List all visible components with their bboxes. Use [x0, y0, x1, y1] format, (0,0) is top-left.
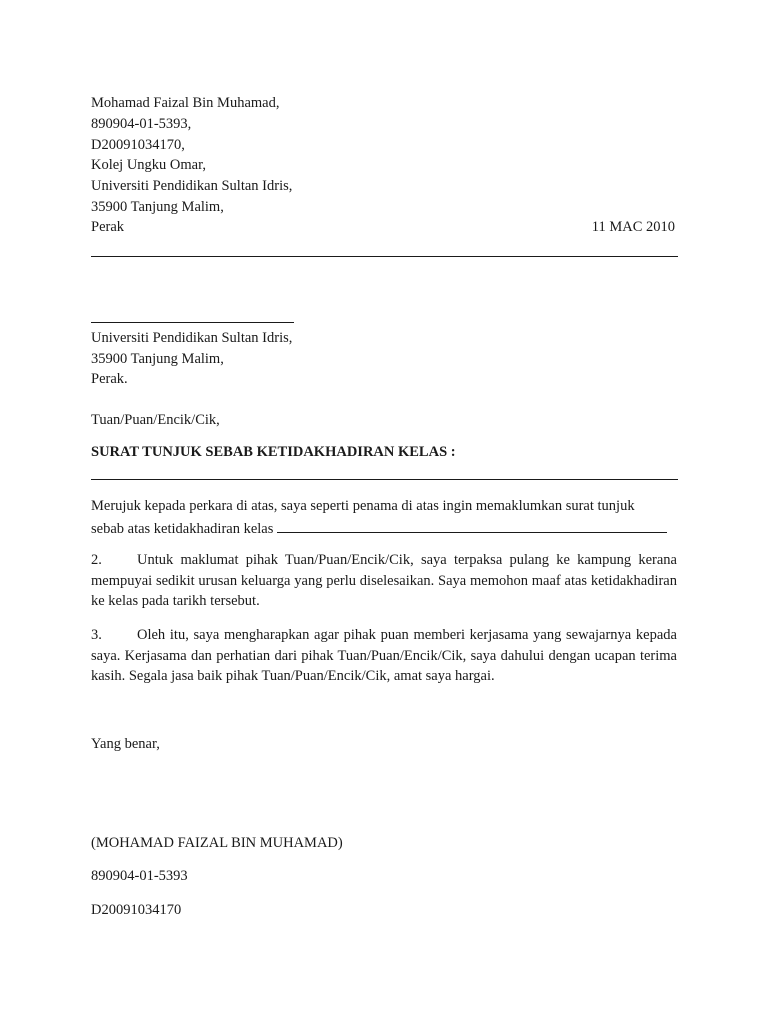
sender-matric: D20091034170, — [91, 137, 185, 153]
paragraph-2-text: Untuk maklumat pihak Tuan/Puan/Encik/Cik, saya terpaksa pulang ke kampung kerana mempuyai sedikit urusan keluarga yang perlu diselesaikan. Saya memohon maaf atas ketidakhadiran ke kelas pada tarikh tersebut. — [91, 552, 677, 609]
paragraph-3-text: Oleh itu, saya mengharapkan agar pihak puan memberi kerjasama yang sewajarnya kepada saya. Kerjasama dan perhatian dari pihak Tuan/Puan/Encik/Cik, saya dahului dengan ucapan terima kasih. Segala jasa baik pihak Tuan/Puan/Encik/Cik, amat saya hargai. — [91, 627, 677, 684]
salutation: Tuan/Puan/Encik/Cik, — [91, 412, 220, 428]
recipient-postcode-city: 35900 Tanjung Malim, — [91, 351, 224, 367]
sender-postcode-city: 35900 Tanjung Malim, — [91, 199, 224, 215]
header-divider — [91, 256, 678, 257]
closing: Yang benar, — [91, 736, 160, 752]
letter-date: 11 MAC 2010 — [591, 219, 675, 235]
sender-university: Universiti Pendidikan Sultan Idris, — [91, 178, 293, 194]
class-name-blank — [277, 518, 667, 533]
paragraph-2-number: 2. — [91, 552, 102, 568]
paragraph-1-text: sebab atas ketidakhadiran kelas — [91, 521, 274, 537]
recipient-university: Universiti Pendidikan Sultan Idris, — [91, 330, 293, 346]
subject-divider — [91, 479, 678, 480]
signature-matric: D20091034170 — [91, 902, 182, 918]
paragraph-1-line-2 — [91, 518, 667, 538]
recipient-state: Perak. — [91, 371, 128, 387]
paragraph-3 — [91, 625, 677, 687]
subject-heading: SURAT TUNJUK SEBAB KETIDAKHADIRAN KELAS : — [91, 444, 456, 460]
paragraph-2 — [91, 550, 677, 612]
sender-ic: 890904-01-5393, — [91, 116, 192, 132]
paragraph-3-number: 3. — [91, 627, 102, 643]
signature-name: (MOHAMAD FAIZAL BIN MUHAMAD) — [91, 835, 343, 851]
signature-ic: 890904-01-5393 — [91, 868, 188, 884]
paragraph-1-line-1: Merujuk kepada perkara di atas, saya seperti penama di atas ingin memaklumkan surat tunjuk — [91, 498, 635, 514]
sender-name: Mohamad Faizal Bin Muhamad, — [91, 95, 280, 111]
sender-college: Kolej Ungku Omar, — [91, 157, 206, 173]
recipient-name-blank — [91, 322, 294, 323]
sender-state: Perak — [91, 219, 125, 235]
